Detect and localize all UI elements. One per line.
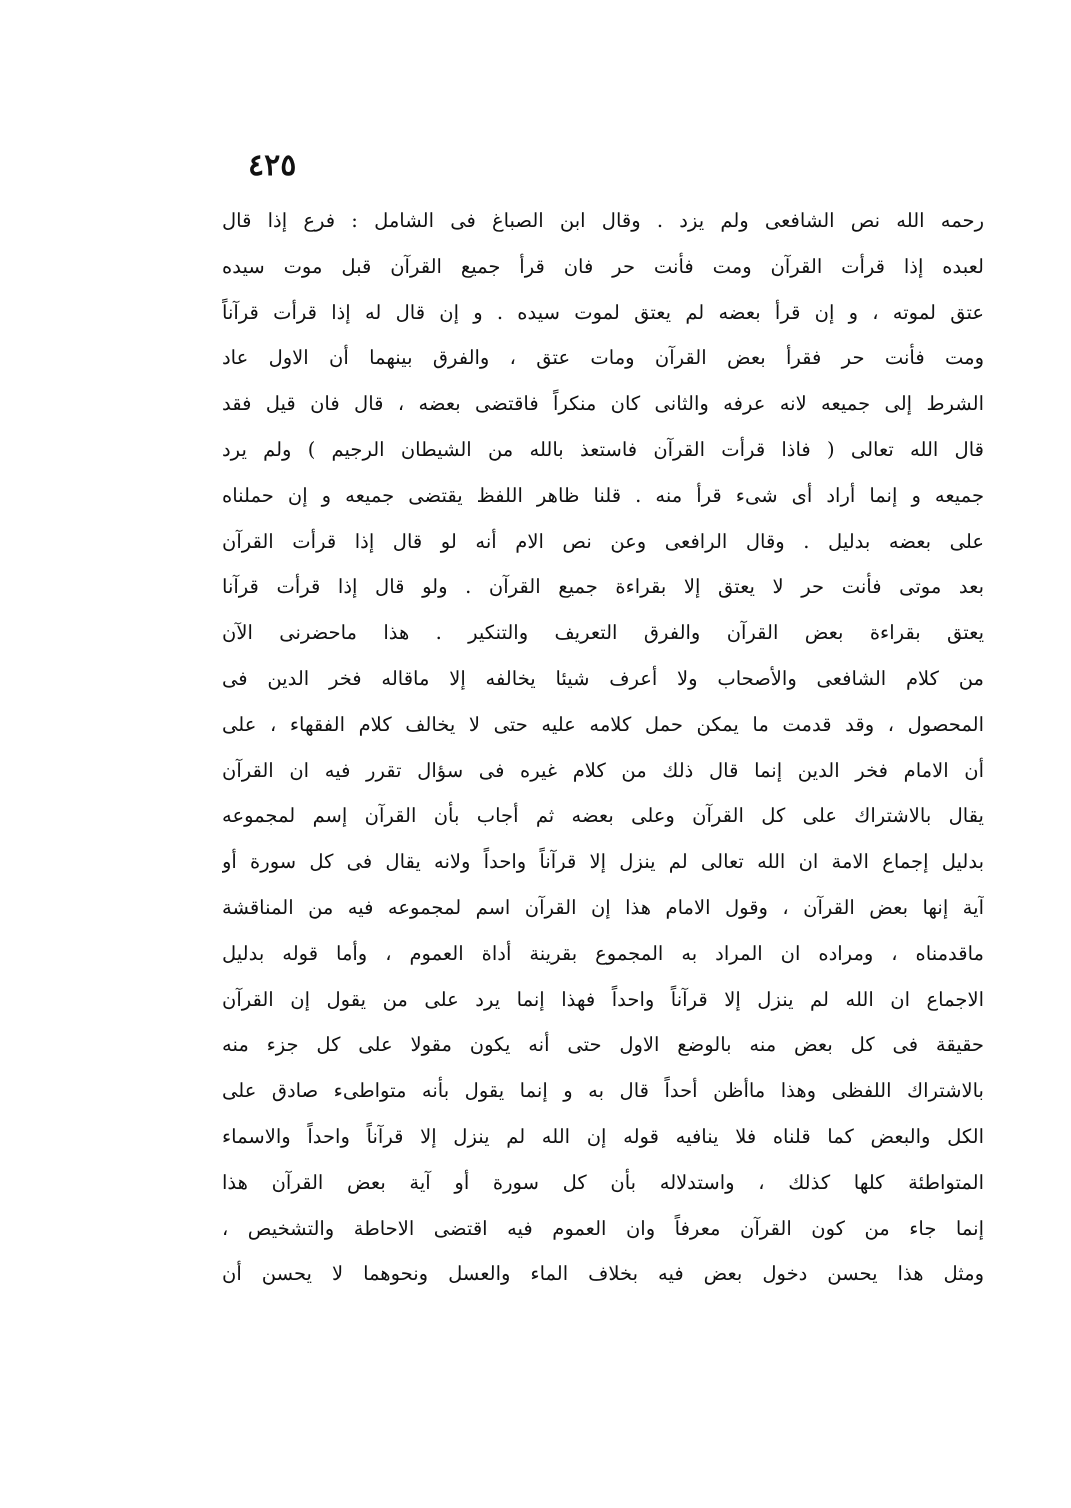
text-line: عتق لموته ، و إن قرأ بعضه لم يعتق لموت سيده . و إن قال له إذا قرأت قرآناً <box>222 300 984 324</box>
text-line: بدليل إجماع الامة ان الله تعالى لم ينزل إلا قرآناً واحداً ولانه يقال فى كل سورة أو <box>222 850 984 874</box>
text-line: بعد موتى فأنت حر لا يعتق إلا بقراءة جميع القرآن . ولو قال إذا قرأت قرآنا <box>222 575 984 599</box>
page-number: ٤٢٥ <box>248 148 297 183</box>
text-line: جميعه و إنما أراد أى شىء قرأ منه . قلنا ظاهر اللفظ يقتضى جميعه و إن حملناه <box>222 483 984 507</box>
text-line: يقال بالاشتراك على كل القرآن وعلى بعضه ثم أجاب بأن القرآن إسم لمجموعه <box>222 804 984 828</box>
text-line: من كلام الشافعى والأصحاب ولا أعرف شيئا يخالفه إلا ماقاله فخر الدين فى <box>222 666 984 690</box>
text-line: المحصول ، وقد قدمت ما يمكن حمل كلامه عليه حتى لا يخالف كلام الفقهاء ، على <box>222 712 984 736</box>
text-line: المتواطئة كلها كذلك ، واستدلاله بأن كل سورة أو آية بعض القرآن هذا <box>222 1170 984 1194</box>
text-line: ماقدمناه ، ومراده ان المراد به المجموع بقرينة أداة العموم ، وأما قوله بدليل <box>222 941 984 965</box>
text-line: الكل والبعض كما قلناه فلا ينافيه قوله إن الله لم ينزل إلا قرآناً واحداً والاسماء <box>222 1124 984 1148</box>
text-line: على بعضه بدليل . وقال الرافعى وعن نص الام أنه لو قال إذا قرأت القرآن <box>222 529 984 553</box>
text-line: الشرط إلى جميعه لانه عرفه والثانى كان منكراً فاقتضى بعضه ، قال فان قيل فقد <box>222 392 984 416</box>
text-line: آية إنها بعض القرآن ، وقول الامام هذا إن القرآن اسم لمجموعه فيه من المناقشة <box>222 895 984 919</box>
text-line: يعتق بقراءة بعض القرآن والفرق التعريف والتنكير . هذا ماحضرنى الآن <box>222 621 984 645</box>
text-line: قال الله تعالى ( فاذا قرأت القرآن فاستعذ بالله من الشيطان الرجيم ) ولم يرد <box>222 437 984 461</box>
text-line: لعبده إذا قرأت القرآن ومت فأنت حر فان قرأ جميع القرآن قبل موت سيده <box>222 254 984 278</box>
body-text <box>222 198 984 1297</box>
text-line: حقيقة فى كل بعض منه بالوضع الاول حتى أنه يكون مقولا على كل جزء منه <box>222 1033 984 1057</box>
text-line: رحمه الله نص الشافعى ولم يزد . وقال ابن الصباغ فى الشامل : فرع إذا قال <box>222 209 984 232</box>
text-line: بالاشتراك اللفظى وهذا ماأظن أحداً قال به و إنما يقول بأنه متواطىء صادق على <box>222 1079 984 1103</box>
text-line: الاجماع ان الله لم ينزل إلا قرآناً واحداً فهذا إنما يرد على من يقول إن القرآن <box>222 987 984 1011</box>
text-line: ومت فأنت حر فقرأ بعض القرآن ومات عتق ، والفرق بينهما أن الاول عاد <box>222 346 984 370</box>
text-line: إنما جاء من كون القرآن معرفاً وان العموم فيه اقتضى الاحاطة والتشخيص ، <box>222 1216 984 1240</box>
text-line: ومثل هذا يحسن دخول بعض فيه بخلاف الماء والعسل ونحوهما لا يحسن أن <box>222 1262 984 1286</box>
text-line: أن الامام فخر الدين إنما قال ذلك من كلام غيره فى سؤال تقرر فيه ان القرآن <box>222 758 984 782</box>
